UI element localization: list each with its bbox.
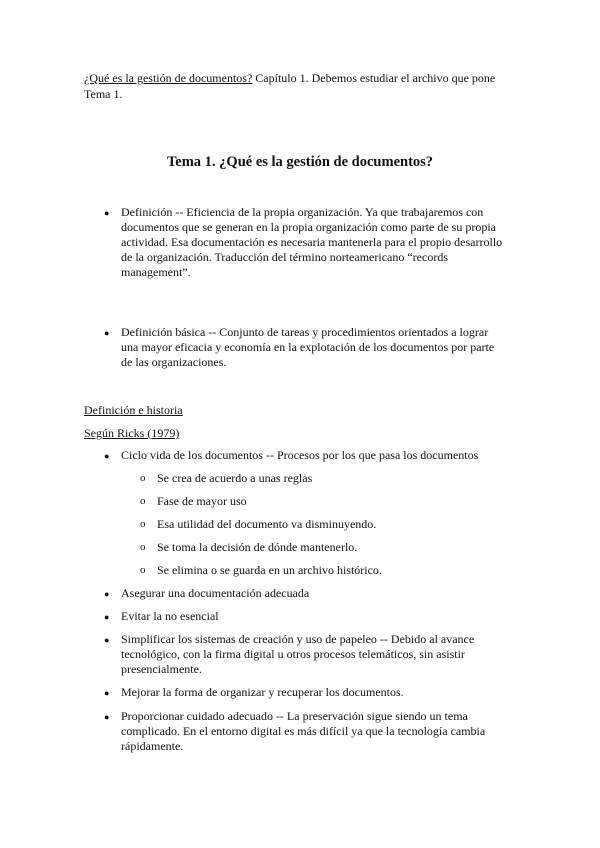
definition-2-line-2: una mayor eficacia y economía en la explotación de los documentos por parte — [121, 340, 495, 354]
definition-2-line-1: Definición básica -- Conjunto de tareas y procedimientos orientados a lograr — [121, 325, 489, 339]
intro-link[interactable]: ¿Qué es la gestión de documentos? — [84, 71, 253, 85]
sub-bullet-icon: o — [140, 518, 146, 530]
intro-line-1 — [84, 71, 495, 87]
goal-item-line-3: rápidamente. — [121, 739, 184, 753]
bullet-icon: ● — [104, 688, 110, 698]
lifecycle-stage: Esa utilidad del documento va disminuyendo. — [157, 517, 377, 531]
goal-item: Asegurar una documentación adecuada — [121, 586, 310, 600]
goal-item-line-2: tecnológico, con la firma digital u otros procesos telemáticos, sin asistir — [121, 647, 465, 661]
definition-2-line-3: de las organizaciones. — [121, 355, 227, 369]
definition-1-line-4: de la organización. Traducción del término norteamericano “records — [121, 250, 448, 264]
section-heading: Definición e historia — [84, 403, 183, 417]
lifecycle-stage: Se elimina o se guarda en un archivo histórico. — [157, 563, 382, 577]
sub-bullet-icon: o — [140, 495, 146, 507]
bullet-icon: ● — [104, 208, 110, 218]
sub-bullet-icon: o — [140, 541, 146, 553]
definition-1-line-5: management”. — [121, 265, 191, 279]
goal-item-line-1: Simplificar los sistemas de creación y uso de papeleo -- Debido al avance — [121, 632, 475, 646]
intro-line-1-rest: Capítulo 1. Debemos estudiar el archivo que pone — [252, 71, 496, 85]
goal-item-line-3: presencialmente. — [121, 662, 202, 676]
lifecycle-stage: Se toma la decisión de dónde mantenerlo. — [157, 540, 358, 554]
goal-item-line-1: Proporcionar cuidado adecuado -- La preservación sigue siendo un tema — [121, 709, 468, 723]
lifecycle-stage: Se crea de acuerdo a unas reglas — [157, 471, 313, 485]
page-title: Tema 1. ¿Qué es la gestión de documentos? — [166, 154, 434, 170]
bullet-icon: ● — [104, 712, 110, 722]
goal-item: Evitar la no esencial — [121, 609, 219, 623]
bullet-icon: ● — [104, 635, 110, 645]
bullet-icon: ● — [104, 328, 110, 338]
definition-1-line-2: documentos que se generan en la propia organización como parte de su propia — [121, 220, 496, 234]
sub-bullet-icon: o — [140, 564, 146, 576]
bullet-icon: ● — [104, 612, 110, 622]
intro-line-2: Tema 1. — [84, 87, 123, 101]
goal-item: Mejorar la forma de organizar y recuperar los documentos. — [121, 685, 404, 699]
lifecycle-stage: Fase de mayor uso — [157, 494, 247, 508]
goal-item-line-2: complicado. En el entorno digital es más difícil ya que la tecnología cambia — [121, 724, 486, 738]
bullet-icon: ● — [104, 589, 110, 599]
definition-1-line-3: actividad. Esa documentación es necesaria mantenerla para el propio desarrollo — [121, 235, 503, 249]
bullet-icon: ● — [104, 451, 110, 461]
definition-1-line-1: Definición -- Eficiencia de la propia organización. Ya que trabajaremos con — [121, 205, 484, 219]
subsection-heading: Según Ricks (1979) — [84, 426, 180, 440]
lifecycle-text: Ciclo vida de los documentos -- Procesos por los que pasa los documentos — [121, 448, 479, 462]
sub-bullet-icon: o — [140, 472, 146, 484]
